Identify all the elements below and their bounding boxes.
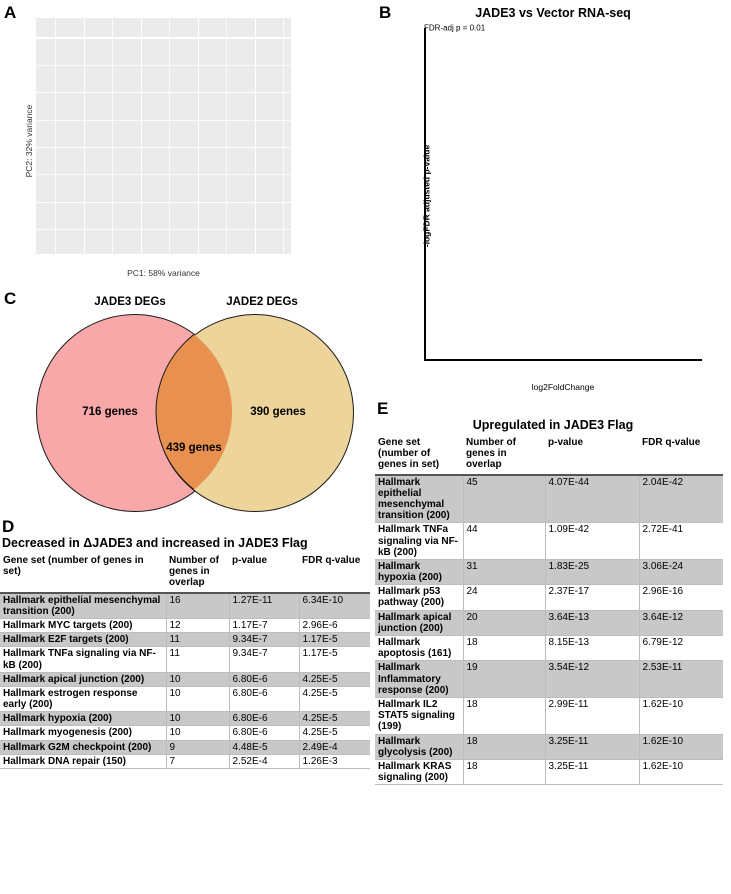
- pca-gridline-major: [36, 92, 291, 93]
- cell-overlap: 44: [463, 523, 545, 560]
- table-row: [375, 636, 723, 661]
- cell-geneset: Hallmark DNA repair (150): [3, 755, 127, 767]
- panel-a-pca: [0, 0, 375, 288]
- cell-pvalue: 9.34E-7: [229, 633, 299, 647]
- pca-gridline-minor: [169, 18, 170, 254]
- cell-fdr: 2.72E-41: [639, 523, 723, 560]
- pca-gridline-minor: [283, 18, 284, 254]
- cell-fdr: 3.06E-24: [639, 559, 723, 584]
- fdr-threshold-note: FDR-adj p = 0.01: [424, 23, 486, 33]
- table-row: [375, 734, 723, 759]
- cell-pvalue: 1.17E-7: [229, 618, 299, 632]
- panel-c-letter: C: [4, 289, 17, 308]
- cell-fdr: 2.96E-6: [299, 618, 370, 632]
- cell-geneset: Hallmark KRAS signaling (200): [378, 760, 452, 784]
- pca-y-axis-label: PC2: 32% variance: [24, 104, 34, 178]
- cell-geneset: Hallmark apical junction (200): [0, 672, 166, 686]
- column-header-geneset: Gene set (number of genes in set): [378, 437, 440, 471]
- cell-pvalue: 2.37E-17: [545, 585, 639, 610]
- cell-pvalue: 6.80E-6: [229, 686, 299, 711]
- venn-left-title: JADE3 DEGs: [94, 296, 166, 308]
- cell-fdr: 2.96E-16: [639, 585, 723, 610]
- pca-gridline-major: [36, 202, 291, 203]
- cell-fdr: 2.53E-11: [639, 661, 723, 698]
- venn-right-title: JADE2 DEGs: [226, 296, 298, 308]
- cell-overlap: 18: [463, 636, 545, 661]
- panel-b-letter: B: [379, 3, 392, 22]
- cell-overlap: 10: [166, 726, 229, 740]
- panel-d-title: Decreased in ΔJADE3 and increased in JADE3 Flag: [2, 536, 308, 550]
- pca-plot-area: [36, 18, 291, 254]
- panel-d-letter: D: [2, 517, 15, 536]
- cell-fdr: 1.26E-3: [299, 754, 370, 768]
- cell-overlap: 11: [166, 633, 229, 647]
- cell-geneset: Hallmark hypoxia (200): [375, 559, 463, 584]
- table-row: [0, 754, 370, 768]
- table-row: [375, 661, 723, 698]
- cell-pvalue: 1.27E-11: [229, 593, 299, 619]
- pca-gridline-major: [36, 147, 291, 148]
- cell-fdr: 4.25E-5: [299, 672, 370, 686]
- cell-pvalue: 2.52E-4: [229, 754, 299, 768]
- table-row: [0, 672, 370, 686]
- table-row: [375, 523, 723, 560]
- cell-pvalue: 3.25E-11: [545, 759, 639, 784]
- gene-set-table-decreased: [0, 554, 370, 769]
- cell-geneset: Hallmark E2F targets (200): [0, 633, 166, 647]
- pca-gridline-major: [36, 37, 291, 38]
- cell-fdr: 4.25E-5: [299, 686, 370, 711]
- cell-pvalue: 6.80E-6: [229, 726, 299, 740]
- cell-geneset: Hallmark epithelial mesenchymal transition (200): [375, 475, 463, 523]
- venn-overlap-count: 439 genes: [166, 442, 222, 454]
- panel-d-table: [0, 518, 375, 894]
- cell-fdr: 3.64E-12: [639, 610, 723, 635]
- panel-a-letter: A: [4, 3, 17, 22]
- pca-gridline-minor: [226, 18, 227, 254]
- cell-pvalue: 4.07E-44: [545, 475, 639, 523]
- column-header-overlap: Number of genes in overlap: [169, 555, 219, 589]
- table-row: [375, 559, 723, 584]
- cell-geneset: Hallmark glycolysis (200): [375, 734, 463, 759]
- column-header-fdr: FDR q-value: [302, 555, 361, 566]
- cell-geneset: Hallmark myogenesis (200): [3, 727, 132, 739]
- cell-pvalue: 3.54E-12: [545, 661, 639, 698]
- volcano-plot-area: [421, 23, 702, 392]
- cell-geneset: Hallmark MYC targets (200): [3, 619, 133, 631]
- cell-overlap: 9: [166, 740, 229, 754]
- panel-b-volcano: [375, 0, 731, 395]
- cell-fdr: 2.49E-4: [299, 740, 370, 754]
- cell-geneset: Hallmark Inflammatory response (200): [375, 661, 463, 698]
- table-row: [0, 647, 370, 672]
- cell-overlap: 19: [463, 661, 545, 698]
- cell-pvalue: 2.99E-11: [545, 697, 639, 734]
- cell-pvalue: 3.25E-11: [545, 734, 639, 759]
- cell-pvalue: 4.48E-5: [229, 740, 299, 754]
- table-row: [0, 618, 370, 632]
- cell-fdr: 4.25E-5: [299, 726, 370, 740]
- volcano-x-axis: [424, 359, 702, 361]
- cell-fdr: 1.62E-10: [639, 759, 723, 784]
- table-row: [375, 759, 723, 784]
- panel-e-table: [375, 400, 731, 894]
- cell-fdr: 2.04E-42: [639, 475, 723, 523]
- cell-fdr: 1.62E-10: [639, 697, 723, 734]
- pca-gridline-minor: [36, 229, 291, 230]
- cell-fdr: 6.34E-10: [299, 593, 370, 619]
- pca-gridline-major: [198, 18, 199, 254]
- cell-overlap: 31: [463, 559, 545, 584]
- cell-fdr: 1.62E-10: [639, 734, 723, 759]
- cell-overlap: 18: [463, 759, 545, 784]
- pca-gridline-minor: [55, 18, 56, 254]
- column-header-pvalue: p-value: [548, 437, 584, 448]
- table-body: [0, 593, 370, 769]
- cell-overlap: 10: [166, 712, 229, 726]
- cell-pvalue: 9.34E-7: [229, 647, 299, 672]
- cell-geneset: Hallmark TNFa signaling via NF-kB (200): [378, 524, 459, 558]
- table-header-row: [375, 436, 723, 475]
- cell-pvalue: 1.83E-25: [545, 559, 639, 584]
- cell-pvalue: 6.80E-6: [229, 672, 299, 686]
- cell-overlap: 10: [166, 686, 229, 711]
- table-row: [0, 593, 370, 619]
- cell-geneset: Hallmark apical junction (200): [375, 610, 463, 635]
- cell-fdr: 1.17E-5: [299, 647, 370, 672]
- column-header-pvalue: p-value: [232, 555, 268, 566]
- cell-geneset: Hallmark G2M checkpoint (200): [0, 740, 166, 754]
- cell-overlap: 12: [166, 618, 229, 632]
- cell-pvalue: 1.09E-42: [545, 523, 639, 560]
- table-row: [0, 726, 370, 740]
- cell-geneset: Hallmark estrogen response early (200): [3, 687, 138, 711]
- venn-left-count: 716 genes: [82, 406, 138, 418]
- pca-gridline-minor: [36, 120, 291, 121]
- panel-e-title: Upregulated in JADE3 Flag: [472, 418, 634, 432]
- pca-gridline-major: [255, 18, 256, 254]
- cell-pvalue: 3.64E-13: [545, 610, 639, 635]
- table-row: [0, 633, 370, 647]
- cell-pvalue: 6.80E-6: [229, 712, 299, 726]
- cell-geneset: Hallmark p53 pathway (200): [378, 586, 445, 609]
- venn-right-count: 390 genes: [250, 406, 306, 418]
- table-row: [375, 475, 723, 523]
- pca-gridline-minor: [36, 174, 291, 175]
- panel-c-venn: [0, 288, 375, 520]
- cell-overlap: 10: [166, 672, 229, 686]
- cell-geneset: Hallmark TNFa signaling via NF-kB (200): [3, 648, 156, 671]
- cell-overlap: 7: [166, 754, 229, 768]
- volcano-x-axis-label: log2FoldChange: [531, 382, 595, 392]
- cell-overlap: 16: [166, 593, 229, 619]
- column-header-fdr: FDR q-value: [642, 437, 701, 448]
- panel-e-letter: E: [377, 399, 389, 418]
- table-header-row: [0, 554, 370, 593]
- volcano-y-axis-label: -logFDR adjusted p-value: [421, 144, 432, 248]
- column-header-geneset: Gene set (number of genes in set): [3, 555, 144, 578]
- cell-overlap: 18: [463, 697, 545, 734]
- cell-pvalue: 8.15E-13: [545, 636, 639, 661]
- cell-overlap: 20: [463, 610, 545, 635]
- cell-overlap: 24: [463, 585, 545, 610]
- cell-fdr: 4.25E-5: [299, 712, 370, 726]
- cell-overlap: 18: [463, 734, 545, 759]
- pca-x-axis-label: PC1: 58% variance: [127, 268, 200, 278]
- table-row: [375, 610, 723, 635]
- cell-overlap: 45: [463, 475, 545, 523]
- table-row: [0, 740, 370, 754]
- pca-gridline-major: [84, 18, 85, 254]
- table-row: [375, 697, 723, 734]
- pca-gridline-minor: [112, 18, 113, 254]
- pca-gridline-major: [141, 18, 142, 254]
- cell-fdr: 6.79E-12: [639, 636, 723, 661]
- volcano-title: JADE3 vs Vector RNA-seq: [475, 6, 631, 20]
- table-row: [0, 712, 370, 726]
- cell-overlap: 11: [166, 647, 229, 672]
- gene-set-table-upregulated: [375, 436, 723, 785]
- cell-geneset: Hallmark IL2 STAT5 signaling (199): [378, 698, 455, 733]
- table-row: [0, 686, 370, 711]
- cell-geneset: Hallmark epithelial mesenchymal transition (200): [0, 593, 166, 619]
- table-body: [375, 475, 723, 785]
- cell-geneset: Hallmark apoptosis (161): [378, 637, 452, 660]
- table-row: [375, 585, 723, 610]
- cell-fdr: 1.17E-5: [299, 633, 370, 647]
- column-header-overlap: Number of genes in overlap: [466, 437, 516, 471]
- pca-gridline-minor: [36, 65, 291, 66]
- cell-geneset: Hallmark hypoxia (200): [0, 712, 166, 726]
- volcano-point-cloud: [424, 28, 702, 359]
